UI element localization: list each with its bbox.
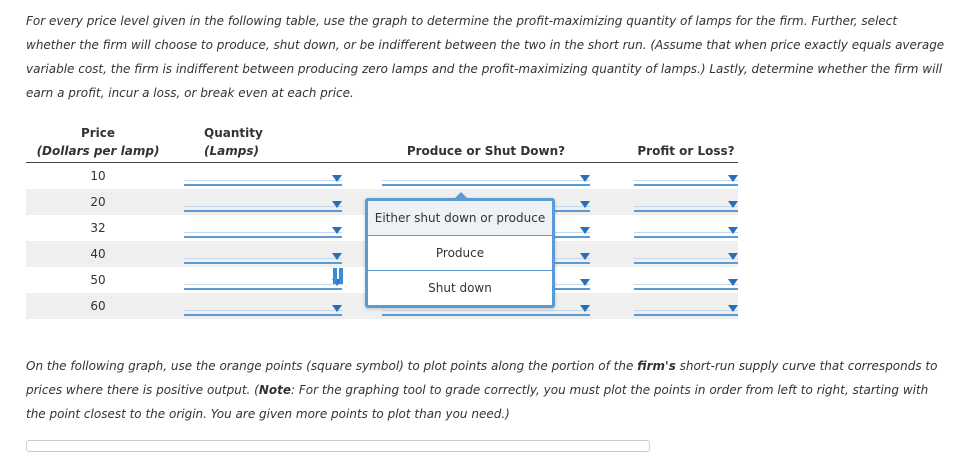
text-cursor-icon [331, 266, 345, 286]
option-produce[interactable]: Produce [368, 236, 552, 271]
outro-bold-note: Note [258, 383, 292, 397]
intro-text: For every price level given in the following table, use the graph to determine the profit-maximizing quantity of lamps for the firm. Further, select whether the firm will choose to produce, shut down, or be indifferent between the two in the short run. (Assume that when price exactly equals average variable cost, the firm is indifferent between producing zero lamps and the profit-maximizing quantity of lamps.) Lastly, determine whether the firm will earn a profit, incur a loss, or break even at each price. [26, 14, 945, 100]
quantity-subheader: (Lamps) [184, 140, 342, 163]
profit-dropdown[interactable] [634, 189, 738, 215]
dropdown-arrow-icon[interactable] [728, 227, 738, 234]
price-cell: 10 [26, 163, 170, 190]
dropdown-arrow-icon[interactable] [332, 175, 342, 182]
quantity-dropdown[interactable] [184, 163, 342, 189]
popup-caret [454, 192, 468, 199]
intro-instructions [26, 9, 946, 105]
dropdown-arrow-icon[interactable] [332, 253, 342, 260]
price-cell: 60 [26, 293, 170, 319]
outro-text-2: short-run supply curve that corresponds to prices where there is positive output. ( [26, 359, 938, 397]
dropdown-arrow-icon[interactable] [728, 305, 738, 312]
dropdown-arrow-icon[interactable] [332, 227, 342, 234]
profit-dropdown[interactable] [634, 241, 738, 267]
dropdown-arrow-icon[interactable] [580, 227, 590, 234]
dropdown-arrow-icon[interactable] [580, 175, 590, 182]
produce-dropdown[interactable] [382, 163, 590, 189]
quantity-dropdown[interactable] [184, 215, 342, 241]
price-cell: 32 [26, 215, 170, 241]
price-cell: 20 [26, 189, 170, 215]
price-cell: 50 [26, 267, 170, 293]
outro-text-1: On the following graph, use the orange points (square symbol) to plot points along the portion of the [26, 359, 638, 373]
profit-header: Profit or Loss? [634, 140, 738, 163]
dropdown-arrow-icon[interactable] [580, 279, 590, 286]
quantity-dropdown[interactable] [184, 241, 342, 267]
dropdown-arrow-icon[interactable] [728, 253, 738, 260]
dropdown-arrow-icon[interactable] [580, 201, 590, 208]
price-header: Price [80, 126, 116, 140]
graph-instructions [26, 354, 946, 426]
profit-dropdown[interactable] [634, 163, 738, 189]
profit-dropdown[interactable] [634, 267, 738, 293]
outro-text-3: : For the graphing tool to grade correctly, you must plot the points in order from left to right, starting with the point closest to the origin. You are given more points to plot than you need.) [26, 383, 929, 421]
profit-dropdown[interactable] [634, 293, 738, 319]
price-cell: 40 [26, 241, 170, 267]
dropdown-arrow-icon[interactable] [728, 201, 738, 208]
dropdown-arrow-icon[interactable] [580, 253, 590, 260]
dropdown-arrow-icon[interactable] [332, 201, 342, 208]
dropdown-arrow-icon[interactable] [728, 279, 738, 286]
outro-bold-firms: firm's [637, 359, 676, 373]
quantity-dropdown[interactable] [184, 189, 342, 215]
produce-dropdown-list[interactable] [365, 198, 555, 308]
option-shut-down[interactable]: Shut down [428, 281, 492, 295]
profit-dropdown[interactable] [634, 215, 738, 241]
dropdown-arrow-icon[interactable] [728, 175, 738, 182]
dropdown-arrow-icon[interactable] [580, 305, 590, 312]
dropdown-arrow-icon[interactable] [332, 305, 342, 312]
price-subheader: (Dollars per lamp) [26, 140, 170, 163]
quantity-dropdown[interactable] [184, 293, 342, 319]
produce-header: Produce or Shut Down? [382, 140, 590, 163]
option-either[interactable]: Either shut down or produce [368, 201, 552, 236]
quantity-header: Quantity [204, 126, 263, 140]
graph-panel[interactable] [26, 440, 650, 452]
table-row [26, 163, 738, 190]
quantity-dropdown[interactable] [184, 267, 342, 293]
